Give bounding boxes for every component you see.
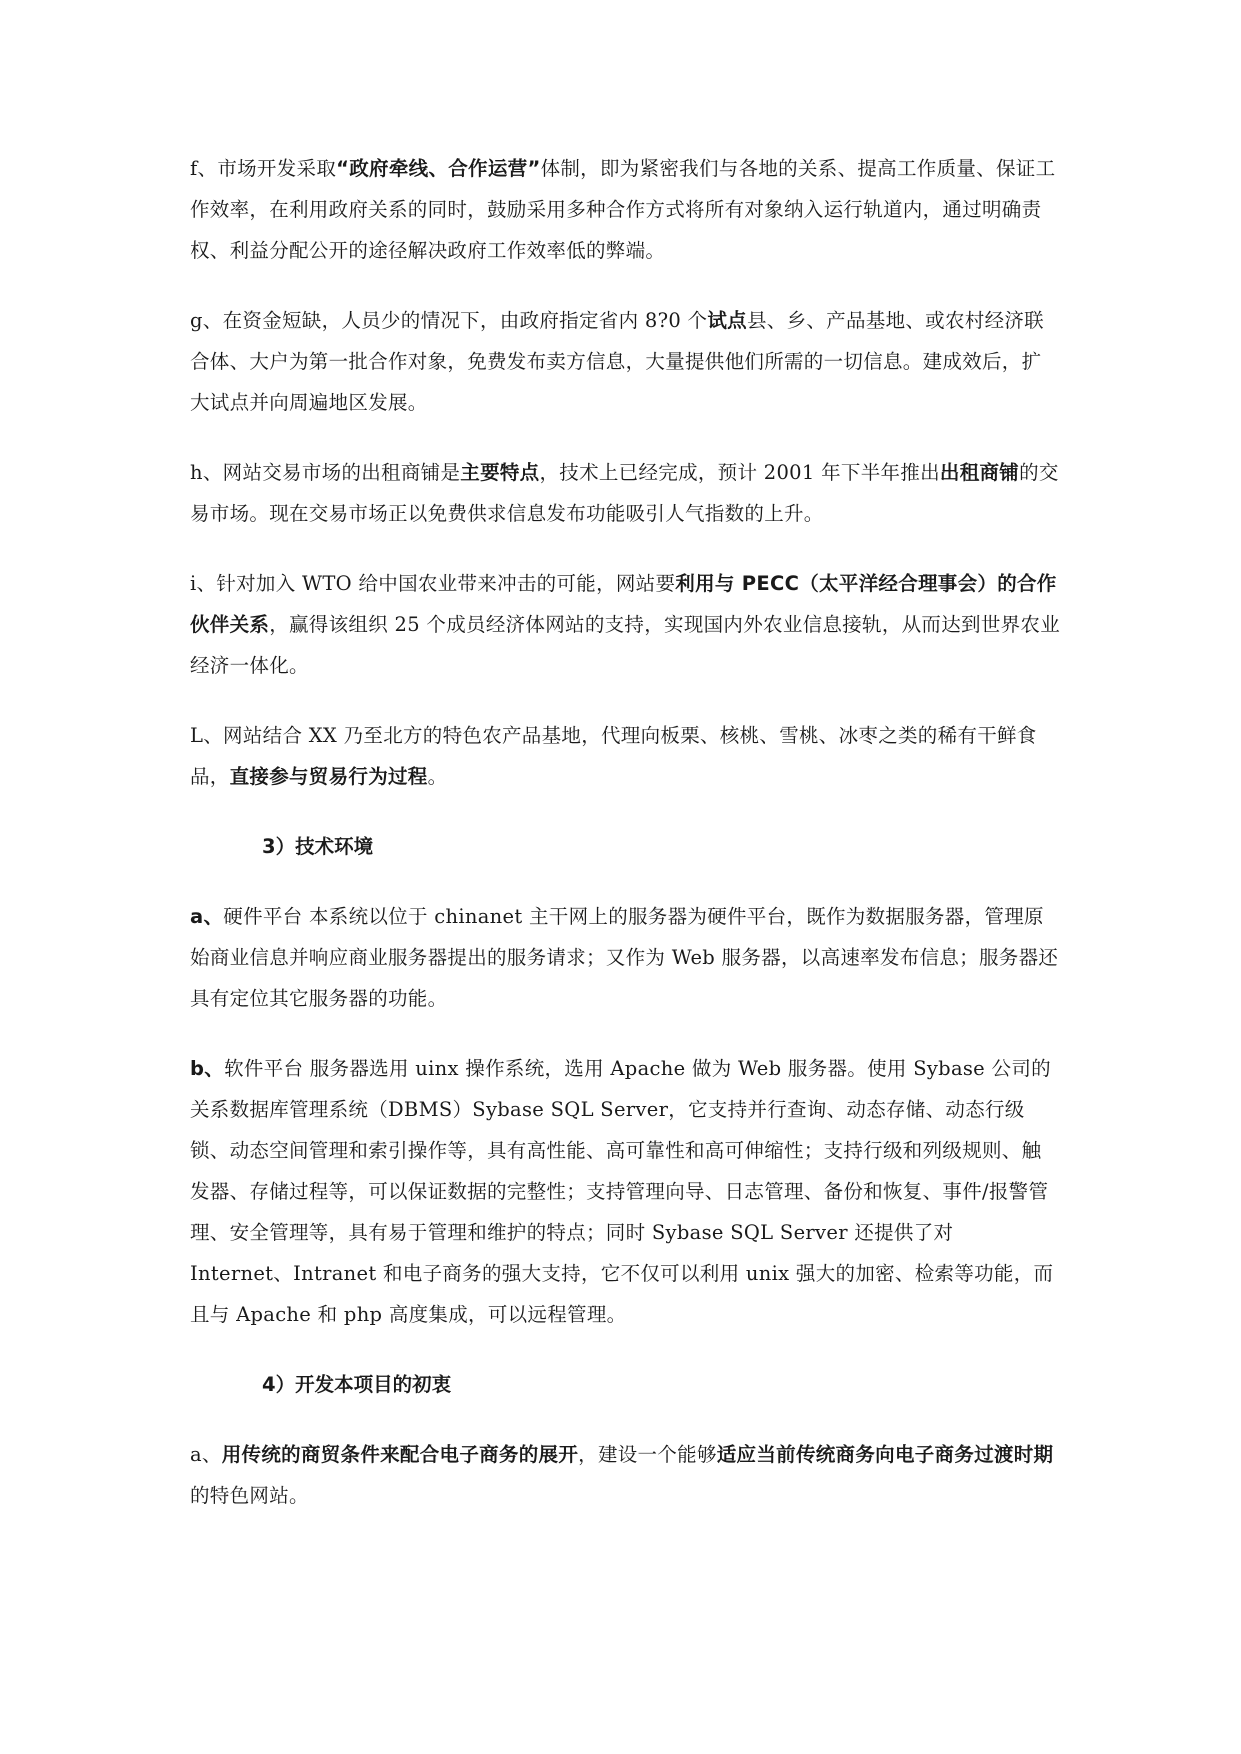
text-run: 。	[427, 765, 448, 788]
text-run: 软件平台 服务器选用 uinx 操作系统，选用 Apache 做为 Web 服务器。使用 Sybase 公司的关系数据库管理系统（DBMS）Sybase SQL Server，它支持并行查询、动态存储、动态行级锁、动态空间管理和索引操作等，具有高性能、高可靠性和高可伸缩性；支持行级和列级规则、触发器、存储过程等，可以保证数据的完整性；支持管理向导、日志管理、备份和恢复、事件/报警管理、安全管理等，具有易于管理和维护的特点；同时 Sybase SQL Server 还提供了对 Internet、Intranet 和电子商务的强大支持，它不仅可以利用 unix 强大的加密、检索等功能，而且与 Apache 和 php 高度集成，可以远程管理。	[190, 1057, 1054, 1326]
bold-run: 用传统的商贸条件来配合电子商务的展开	[221, 1443, 579, 1466]
text-run: 的交易市场。现在交易市场正以免费供求信息发布功能吸引人气指数的上升。	[190, 461, 1059, 525]
bold-run: “政府牵线、合作运营”	[336, 157, 541, 180]
document-page	[190, 148, 1060, 1516]
text-run: i、针对加入 WTO 给中国农业带来冲击的可能，网站要	[190, 572, 676, 595]
section-heading-tech: 3）技术环境	[262, 835, 374, 858]
text-run: 的特色网站。	[190, 1484, 309, 1507]
bold-run: 主要特点	[460, 461, 540, 484]
text-run: ，赢得该组织 25 个成员经济体网站的支持，实现国内外农业信息接轨，从而达到世界农业经济一体化。	[190, 613, 1061, 677]
paragraph-l	[190, 715, 1060, 797]
section-heading-goal: 4）开发本项目的初衷	[262, 1373, 452, 1396]
text-run: ，技术上已经完成，预计 2001 年下半年推出	[539, 461, 940, 484]
text-run: ，建设一个能够	[578, 1443, 717, 1466]
text-run: f、市场开发采取	[190, 157, 337, 180]
paragraph-i	[190, 563, 1060, 686]
text-run: a、	[190, 1443, 222, 1466]
bold-run: 利用与 PECC（太平洋经合理事会）的合作伙伴关系	[190, 572, 1057, 636]
paragraph-goal-a	[190, 1434, 1060, 1516]
text-run: L、网站结合 XX 乃至北方的特色农产品基地，代理向板栗、核桃、雪桃、冰枣之类的稀有干鲜食品，	[190, 724, 1037, 788]
text-run: 体制，即为紧密我们与各地的关系、提高工作质量、保证工作效率，在利用政府关系的同时，鼓励采用多种合作方式将所有对象纳入运行轨道内，通过明确责权、利益分配公开的途径解决政府工作效率低的弊端。	[190, 157, 1056, 262]
bold-run: 适应当前传统商务向电子商务过渡时期	[716, 1443, 1054, 1466]
text-run: 硬件平台 本系统以位于 chinanet 主干网上的服务器为硬件平台，既作为数据服务器，管理原始商业信息并响应商业服务器提出的服务请求；又作为 Web 服务器，以高速率发布信息；服务器还具有定位其它服务器的功能。	[190, 905, 1059, 1010]
paragraph-h	[190, 452, 1060, 534]
paragraph-g	[190, 300, 1060, 423]
paragraph-f	[190, 148, 1060, 271]
bold-run: 出租商铺	[939, 461, 1020, 484]
paragraph-tech-a	[190, 896, 1060, 1019]
paragraph-tech-b	[190, 1048, 1060, 1335]
bold-run: 试点	[707, 309, 747, 332]
text-run: h、网站交易市场的出租商铺是	[190, 461, 461, 484]
bold-run: 直接参与贸易行为过程	[229, 765, 428, 788]
bold-run: a、	[190, 905, 224, 928]
text-run: 县、乡、产品基地、或农村经济联合体、大户为第一批合作对象，免费发布卖方信息，大量提供他们所需的一切信息。建成效后，扩大试点并向周遍地区发展。	[190, 309, 1044, 414]
bold-run: b、	[190, 1057, 225, 1080]
text-run: g、在资金短缺，人员少的情况下，由政府指定省内 8?0 个	[190, 309, 708, 332]
